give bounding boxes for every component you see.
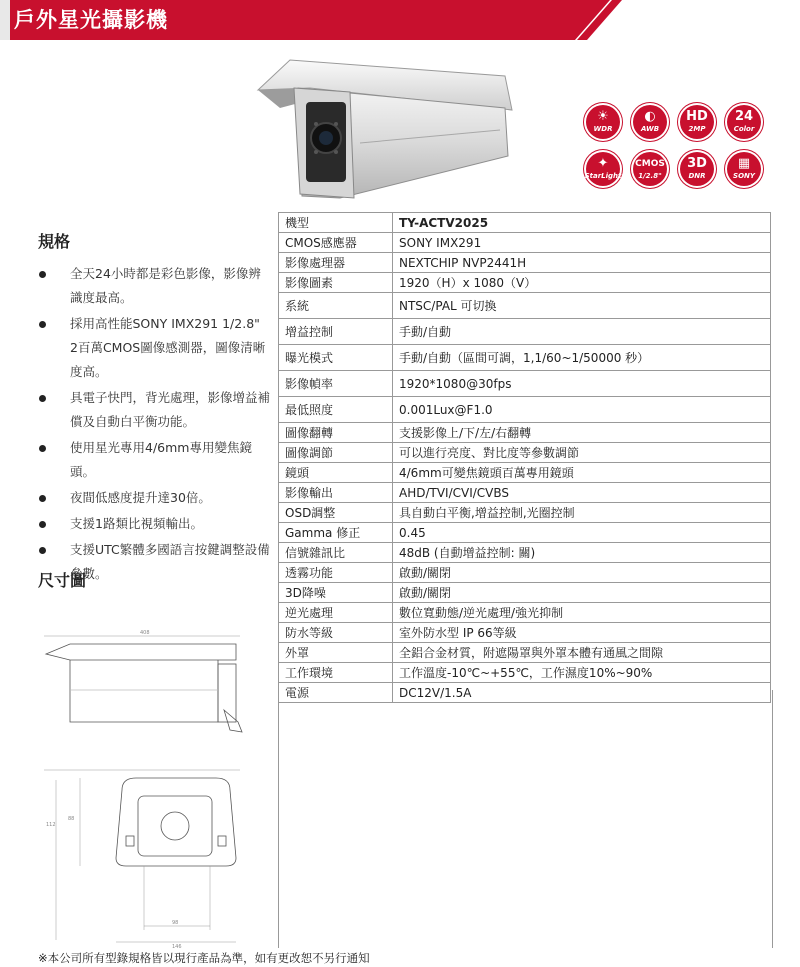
spec-key: 曝光模式	[279, 345, 393, 371]
spec-key: Gamma 修正	[279, 523, 393, 543]
spec-table	[278, 212, 771, 703]
camera-photo	[250, 48, 520, 208]
spec-value: 手動/自動	[393, 319, 771, 345]
spec-key: 3D降噪	[279, 583, 393, 603]
sony-icon: ▦ SONY	[725, 150, 763, 188]
awb-icon: ◐ AWB	[631, 103, 669, 141]
table-row	[279, 603, 771, 623]
table-row	[279, 319, 771, 345]
list-item: 夜間低感度提升達30倍。	[38, 486, 270, 510]
table-row	[279, 443, 771, 463]
spec-value: 支援影像上/下/左/右翻轉	[393, 423, 771, 443]
list-item: 支援UTC繁體多國語言按鍵調整設備參數。	[38, 538, 270, 586]
table-row	[279, 683, 771, 703]
spec-value: 0.45	[393, 523, 771, 543]
table-row	[279, 623, 771, 643]
spec-key: 工作環境	[279, 663, 393, 683]
spec-key: 影像幀率	[279, 371, 393, 397]
spec-value: 具自動白平衡,增益控制,光圈控制	[393, 503, 771, 523]
dim-label: 88	[68, 816, 75, 822]
spec-value: 4/6mm可變焦鏡頭百萬專用鏡頭	[393, 463, 771, 483]
spec-key: 逆光處理	[279, 603, 393, 623]
table-border-left	[278, 690, 279, 948]
color-24h-icon: 24 Color	[725, 103, 763, 141]
table-row	[279, 503, 771, 523]
spec-key: 透霧功能	[279, 563, 393, 583]
list-item: 支援1路類比視頻輸出。	[38, 512, 270, 536]
spec-key: 電源	[279, 683, 393, 703]
table-row	[279, 397, 771, 423]
spec-value: 1920（H）x 1080（V）	[393, 273, 771, 293]
dim-label: 146	[172, 944, 182, 950]
spec-value: 室外防水型 IP 66等級	[393, 623, 771, 643]
spec-key: 圖像翻轉	[279, 423, 393, 443]
table-row	[279, 423, 771, 443]
table-row	[279, 371, 771, 397]
header-banner	[0, 0, 800, 40]
spec-key: 機型	[279, 213, 393, 233]
spec-key: 影像圖素	[279, 273, 393, 293]
dimension-heading: 尺寸圖	[38, 571, 87, 590]
spec-value: 工作溫度-10℃~+55℃，工作濕度10%~90%	[393, 663, 771, 683]
wdr-icon: ☀ WDR	[584, 103, 622, 141]
spec-key: 信號雜訊比	[279, 543, 393, 563]
table-row	[279, 293, 771, 319]
spec-value: NTSC/PAL 可切換	[393, 293, 771, 319]
spec-value: 啟動/關閉	[393, 563, 771, 583]
spec-value: AHD/TVI/CVI/CVBS	[393, 483, 771, 503]
starlight-icon: ✦ StarLight	[584, 150, 622, 188]
table-row	[279, 483, 771, 503]
dim-label: 408	[140, 630, 150, 636]
dim-label: 98	[172, 920, 179, 926]
spec-key: 影像處理器	[279, 253, 393, 273]
spec-key: 最低照度	[279, 397, 393, 423]
spec-value: 全鋁合金材質，附遮陽罩與外罩本體有通風之間隙	[393, 643, 771, 663]
hd-2mp-icon: HD 2MP	[678, 103, 716, 141]
spec-value: 手動/自動（區間可調，1,1/60~1/50000 秒）	[393, 345, 771, 371]
dimension-drawing	[40, 630, 272, 950]
spec-value: DC12V/1.5A	[393, 683, 771, 703]
feature-list	[38, 262, 270, 588]
table-row	[279, 543, 771, 563]
table-row	[279, 233, 771, 253]
table-row	[279, 213, 771, 233]
cmos-icon: CMOS 1/2.8"	[631, 150, 669, 188]
spec-value: NEXTCHIP NVP2441H	[393, 253, 771, 273]
list-item: 採用高性能SONY IMX291 1/2.8" 2百萬CMOS圖像感測器，圖像清晰度高。	[38, 312, 270, 384]
list-item: 使用星光專用4/6mm專用變焦鏡頭。	[38, 436, 270, 484]
table-row	[279, 563, 771, 583]
list-item: 全天24小時都是彩色影像，影像辨識度最高。	[38, 262, 270, 310]
spec-value: 1920*1080@30fps	[393, 371, 771, 397]
spec-value: 啟動/關閉	[393, 583, 771, 603]
spec-key: 增益控制	[279, 319, 393, 345]
spec-key: 外罩	[279, 643, 393, 663]
spec-key: 影像輸出	[279, 483, 393, 503]
spec-value: 0.001Lux@F1.0	[393, 397, 771, 423]
table-border-right	[772, 690, 773, 948]
spec-key: CMOS感應器	[279, 233, 393, 253]
spec-key: 圖像調節	[279, 443, 393, 463]
spec-key: 防水等級	[279, 623, 393, 643]
table-row	[279, 523, 771, 543]
page-title: 戶外星光攝影機	[14, 8, 168, 32]
spec-value: 數位寬動態/逆光處理/強光抑制	[393, 603, 771, 623]
table-row	[279, 643, 771, 663]
spec-key: 鏡頭	[279, 463, 393, 483]
footer-note: ※本公司所有型錄規格皆以現行產品為準，如有更改恕不另行通知	[38, 951, 370, 965]
spec-heading: 規格	[38, 232, 71, 251]
spec-value: SONY IMX291	[393, 233, 771, 253]
spec-value: TY-ACTV2025	[393, 213, 771, 233]
list-item: 具電子快門，背光處理，影像增益補償及自動白平衡功能。	[38, 386, 270, 434]
3d-dnr-icon: 3D DNR	[678, 150, 716, 188]
table-row	[279, 253, 771, 273]
spec-value: 可以進行亮度、對比度等參數調節	[393, 443, 771, 463]
table-row	[279, 273, 771, 293]
table-row	[279, 345, 771, 371]
spec-key: 系統	[279, 293, 393, 319]
spec-key: OSD調整	[279, 503, 393, 523]
table-row	[279, 663, 771, 683]
dim-label: 112	[46, 822, 56, 828]
spec-value: 48dB (自動增益控制: 關)	[393, 543, 771, 563]
table-row	[279, 463, 771, 483]
table-row	[279, 583, 771, 603]
